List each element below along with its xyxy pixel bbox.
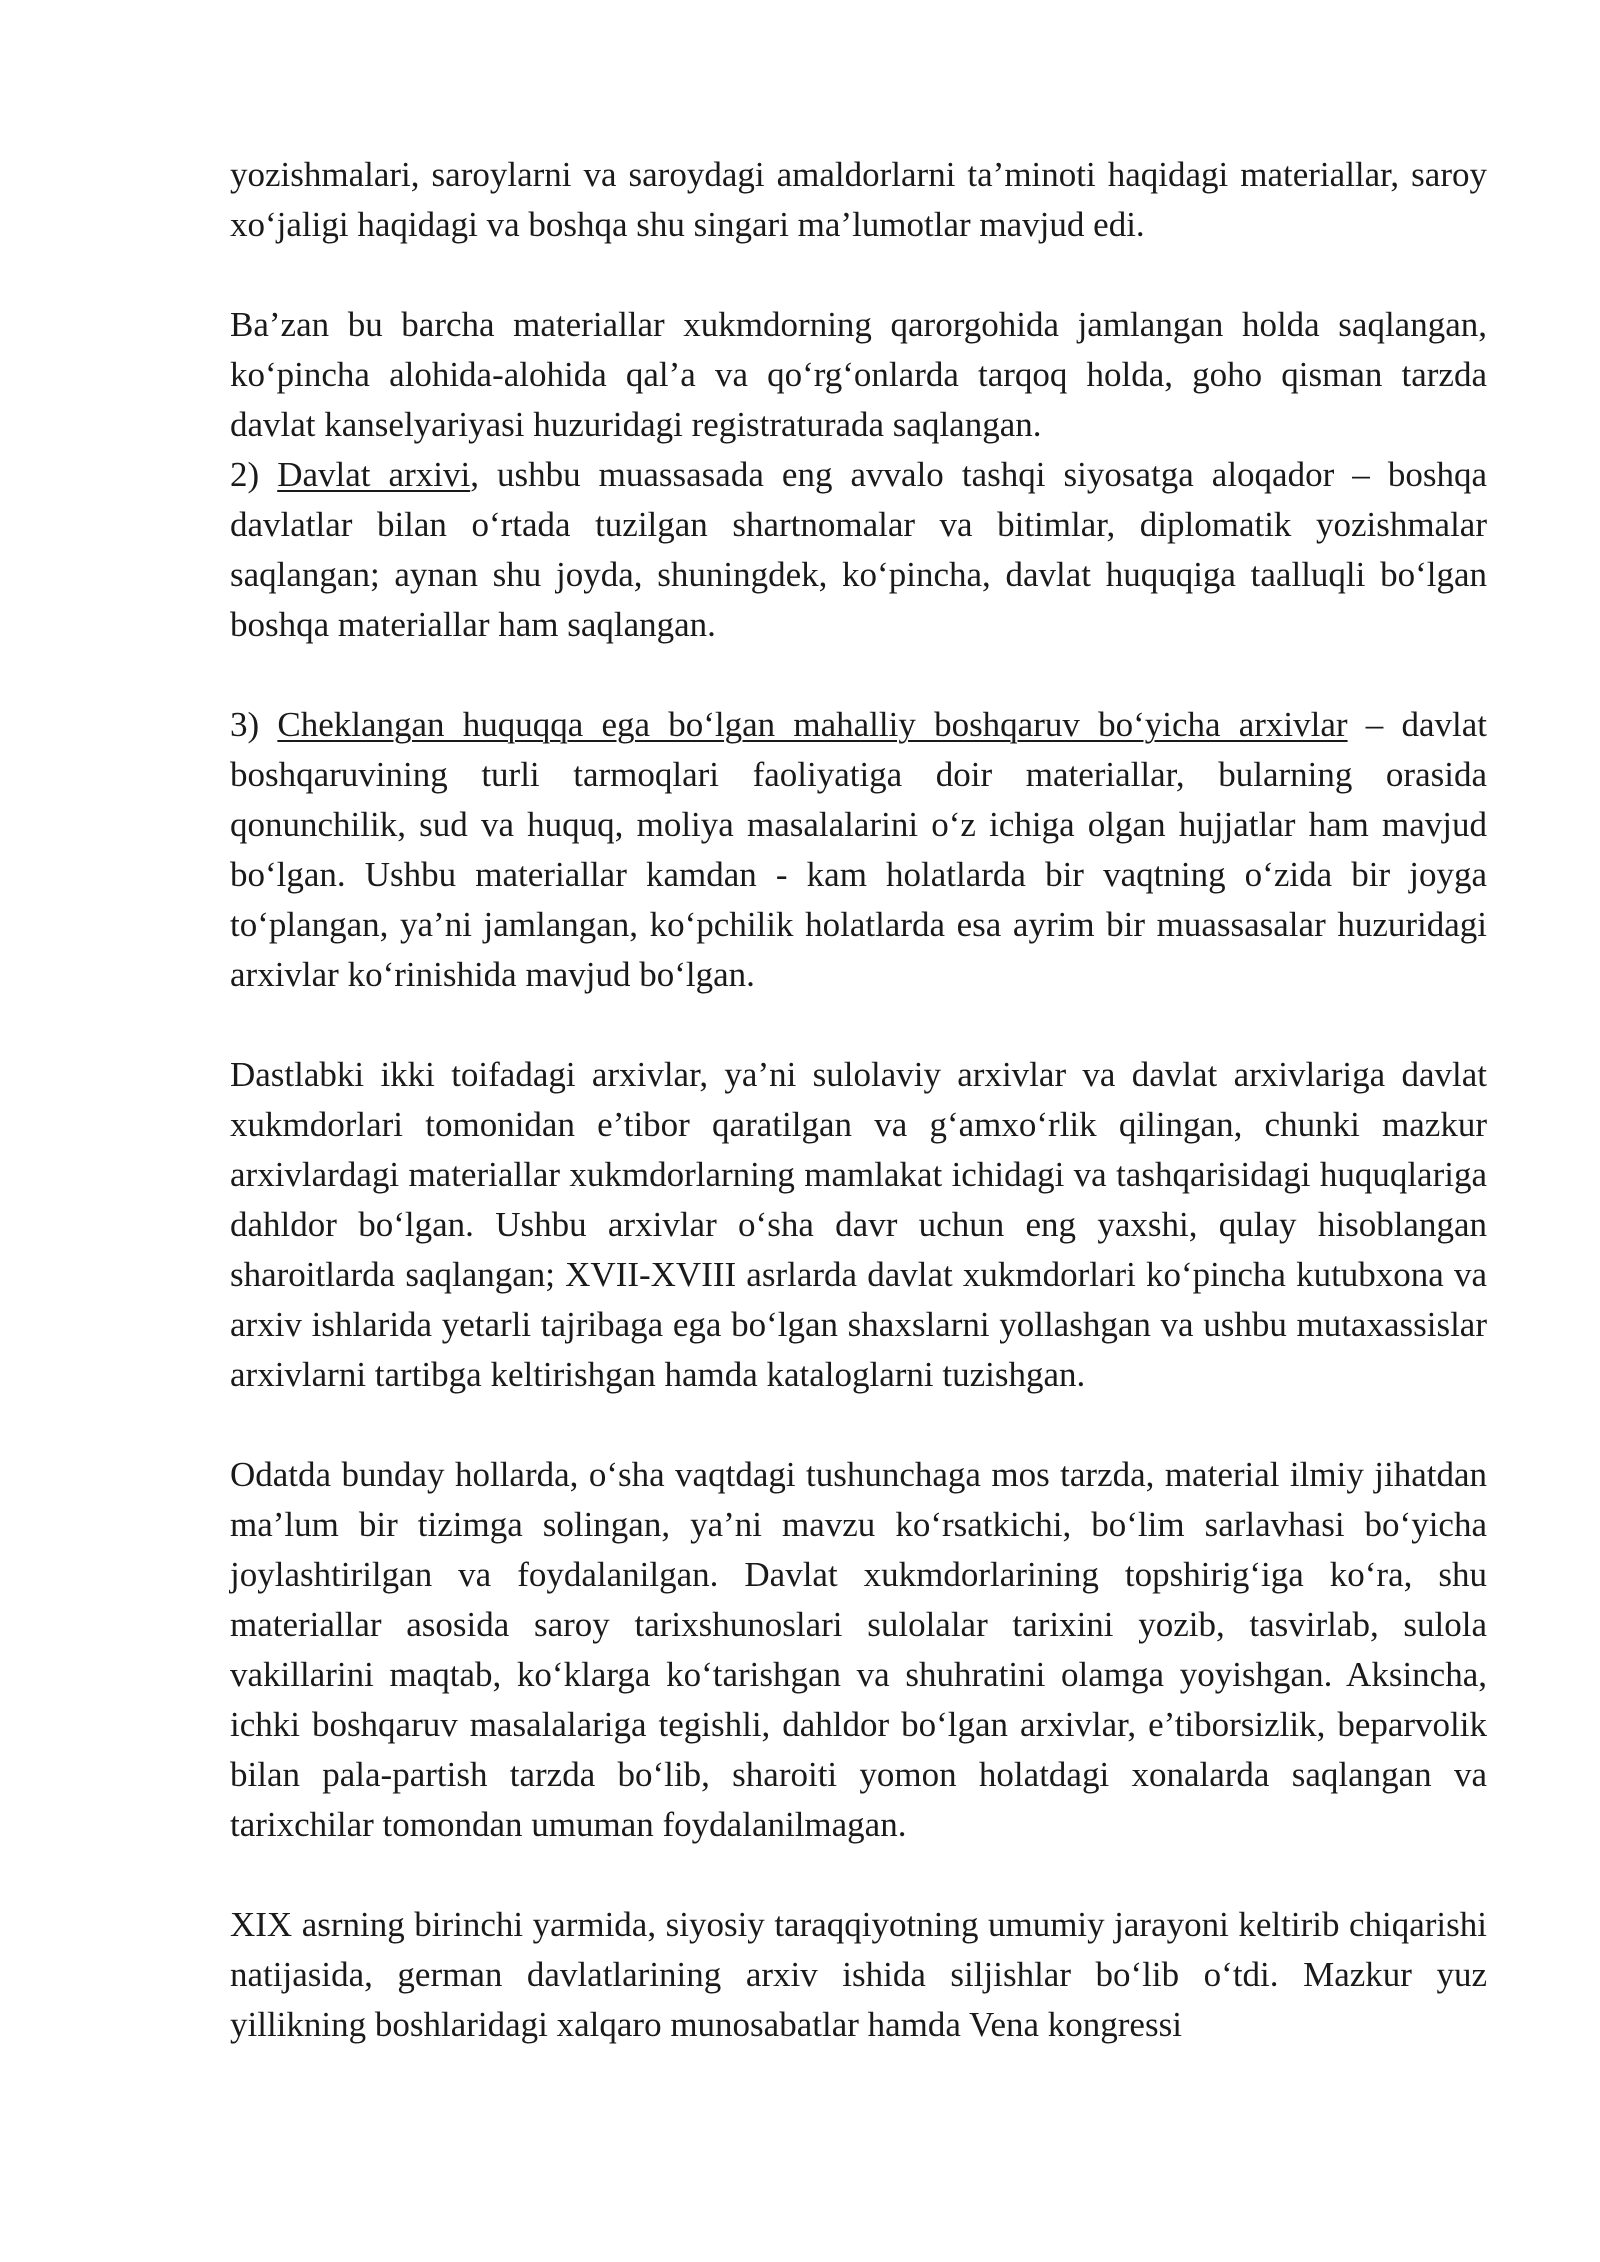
paragraph-spacer [230,1400,1487,1450]
paragraph-4-text: – davlat boshqaruvining turli tarmoqlari faoliyatiga doir materiallar, bularning orasida qonunchilik, sud va huquq, moliya masalalarini o‘z ichiga olgan hujjatlar ham mavjud bo‘lgan. Ushbu materiallar kamdan - kam holatlarda bir vaqtning o‘zida bir joyga to‘plangan, ya’ni jamlangan, ko‘pchilik holatlarda esa ayrim bir muassasalar huzuridagi arxivlar ko‘rinishida mavjud bo‘lgan. [230,705,1488,994]
paragraph-6: Odatda bunday hollarda, o‘sha vaqtdagi tushunchaga mos tarzda, material ilmiy jihatdan ma’lum bir tizimga solingan, ya’ni mavzu ko‘rsatkichi, bo‘lim sarlavhasi bo‘yicha joylashtirilgan va foydalanilgan. Davlat xukmdorlarining topshirig‘iga ko‘ra, shu materiallar asosida saroy tarixshunoslari sulolalar tarixini yozib, tasvirlab, sulola vakillarini maqtab, ko‘klarga ko‘tarishgan va shuhratini olamga yoyishgan. Aksincha, ichki boshqaruv masalalariga tegishli, dahldor bo‘lgan arxivlar, e’tiborsizlik, beparvolik bilan pala-partish tarzda bo‘lib, sharoiti yomon holatdagi xonalarda saqlangan va tarixchilar tomondan umuman foydalanilmagan. [230,1455,1487,1844]
paragraph-7: XIX asrning birinchi yarmida, siyosiy taraqqiyotning umumiy jarayoni keltirib chiqarishi natijasida, german davlatlarining arxiv ishida siljishlar bo‘lib o‘tdi. Mazkur yuz yillikning boshlaridagi xalqaro munosabatlar hamda Vena kongressi [230,1905,1487,2044]
list-number-2: 2) [230,455,278,494]
list-number-3: 3) [230,705,278,744]
paragraph-3 [230,450,1487,650]
heading-davlat-arxivi: Davlat arxivi [277,455,471,494]
paragraph-3-text: , ushbu muassasada eng avvalo tashqi siyosatga aloqador – boshqa davlatlar bilan o‘rtada tuzilgan shartnomalar va bitimlar, diplomatik yozishmalar saqlangan; aynan shu joyda, shuningdek, ko‘pincha, davlat huquqiga taalluqli bo‘lgan boshqa materiallar ham saqlangan. [230,455,1487,644]
paragraph-1: yozishmalari, saroylarni va saroydagi amaldorlarni ta’minoti haqidagi materiallar, saroy xo‘jaligi haqidagi va boshqa shu singari ma’lumotlar mavjud edi. [230,155,1487,244]
paragraph-spacer [230,250,1487,300]
paragraph-4 [230,700,1487,1000]
document-body [230,150,1487,2050]
paragraph-5: Dastlabki ikki toifadagi arxivlar, ya’ni sulolaviy arxivlar va davlat arxivlariga davlat xukmdorlari tomonidan e’tibor qaratilgan va g‘amxo‘rlik qilingan, chunki mazkur arxivlardagi materiallar xukmdorlarning mamlakat ichidagi va tashqarisidagi huquqlariga dahldor bo‘lgan. Ushbu arxivlar o‘sha davr uchun eng yaxshi, qulay hisoblangan sharoitlarda saqlangan; XVII-XVIII asrlarda davlat xukmdorlari ko‘pincha kutubxona va arxiv ishlarida yetarli tajribaga ega bo‘lgan shaxslarni yollashgan va ushbu mutaxassislar arxivlarni tartibga keltirishgan hamda kataloglarni tuzishgan. [230,1055,1487,1394]
paragraph-spacer [230,650,1487,700]
paragraph-2: Ba’zan bu barcha materiallar xukmdorning qarorgohida jamlangan holda saqlangan, ko‘pincha alohida-alohida qal’a va qo‘rg‘onlarda tarqoq holda, goho qisman tarzda davlat kanselyariyasi huzuridagi registraturada saqlangan. [230,305,1487,444]
paragraph-spacer [230,1850,1487,1900]
heading-local-archives: Cheklangan huquqqa ega bo‘lgan mahalliy boshqaruv bo‘yicha arxivlar [277,705,1348,744]
paragraph-spacer [230,1000,1487,1050]
